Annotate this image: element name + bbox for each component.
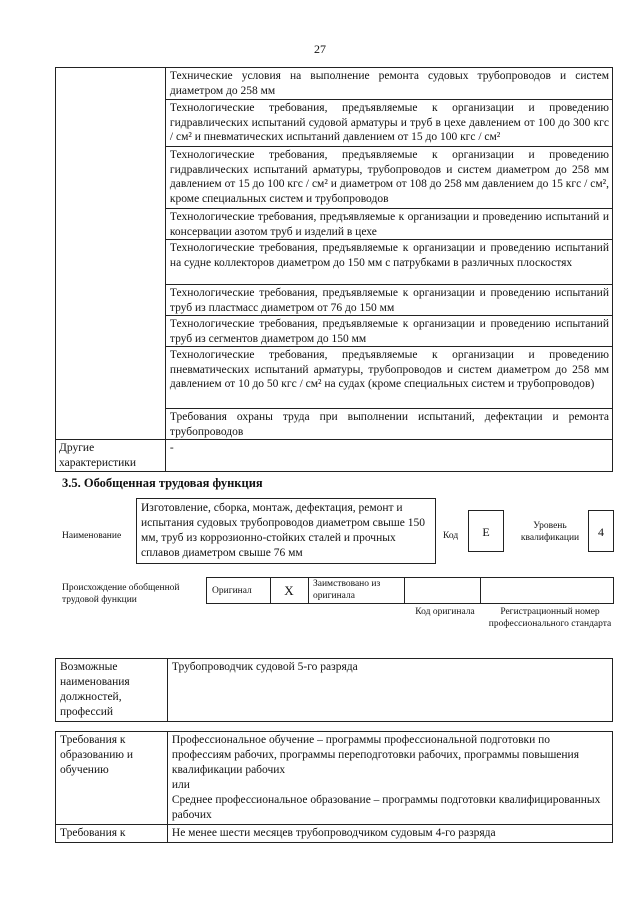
page-number: 27: [314, 42, 326, 56]
positions-value: Трубопроводчик судовой 5-го разряда: [167, 659, 612, 722]
code-value-box: E: [468, 510, 504, 552]
requirement-item: Технологические требования, предъявляемые к организации и проведению гидравлических испытаний арматуры, трубопроводов и систем диаметром до 258 мм давлением от 15 до 100 кгс / см² и диаметром от 108 до 258 мм давлением до 15 кгс / см², кроме специальных систем и трубопроводов: [165, 147, 612, 209]
requirements-table: [55, 67, 613, 472]
education-value: [167, 732, 612, 825]
requirement-item: Технологические требования, предъявляемые к организации и проведению пневматических испытаний арматуры, трубопроводов и систем диаметром до 258 мм давлением от 10 до 50 кгс / см² на судах (кроме специальных систем и трубопроводов): [165, 347, 612, 409]
education-line: или: [171, 779, 190, 791]
section-heading: 3.5. Обобщенная трудовая функция: [62, 476, 263, 490]
education-table: [55, 731, 613, 843]
original-label: Оригинал: [212, 586, 252, 596]
positions-table: [55, 658, 613, 722]
borrowed-label: Заимствовано из оригинала: [313, 579, 381, 601]
education-line: Профессиональное обучение – программы профессиональной подготовки по профессиям рабочих, программы переподготовки рабочих, программы повышения квалификации рабочих: [171, 734, 580, 776]
original-mark: X: [284, 583, 294, 598]
function-name-box: Изготовление, сборка, монтаж, дефектация, ремонт и испытания судовых трубопроводов диаметром свыше 150 мм, труб из коррозионно-стойких сталей и прочных сплавов диаметром свыше 76 мм: [136, 498, 436, 564]
requirement-item: Технологические требования, предъявляемые к организации и проведению испытаний труб из сегментов диаметром до 150 мм: [165, 316, 612, 347]
origin-row: [206, 577, 614, 604]
code-label: Код: [443, 531, 459, 541]
origin-label: Происхождение обобщенной трудовой функции: [62, 583, 180, 605]
requirement-item: Технологические требования, предъявляемые к организации и проведению испытаний на судне коллекторов диаметром до 150 мм с патрубками в различных плоскостях: [165, 240, 612, 285]
name-label: Наименование: [62, 531, 122, 541]
requirements-label-cell: [56, 68, 166, 440]
requirement-item: Технологические требования, предъявляемые к организации и проведению испытаний труб из пластмасс диаметром от 76 до 150 мм: [165, 285, 612, 316]
qualification-level-label: Уровень квалификации: [520, 521, 580, 543]
other-characteristics-value: -: [165, 440, 612, 472]
requirement-item: Технические условия на выполнение ремонта судовых трубопроводов и систем диаметром до 258 мм: [165, 68, 612, 100]
other-characteristics-label: Другие характеристики: [56, 440, 166, 472]
requirement-item: Технологические требования, предъявляемые к организации и проведению гидравлических испытаний судовой арматуры и труб в цехе давлением от 100 до 300 кгс / см² и пневматических испытаний давлением от 15 до 100 кгс / см²: [165, 100, 612, 147]
positions-label: Возможные наименования должностей, профессий: [56, 659, 168, 722]
code-original-caption: Код оригинала: [415, 607, 475, 617]
qualification-level-box: 4: [588, 510, 614, 552]
experience-label: Требования к: [56, 825, 168, 843]
requirement-item: Технологические требования, предъявляемые к организации и проведению испытаний и консервации азотом труб и изделий в цехе: [165, 209, 612, 240]
education-label: Требования к образованию и обучению: [56, 732, 168, 825]
education-line: Среднее профессиональное образование – программы подготовки квалифицированных рабочих: [171, 794, 601, 821]
reg-number-caption: Регистрационный номер профессионального стандарта: [488, 607, 612, 629]
requirement-item: Требования охраны труда при выполнении испытаний, дефектации и ремонта трубопроводов: [165, 409, 612, 440]
experience-value: Не менее шести месяцев трубопроводчиком судовым 4-го разряда: [167, 825, 612, 843]
